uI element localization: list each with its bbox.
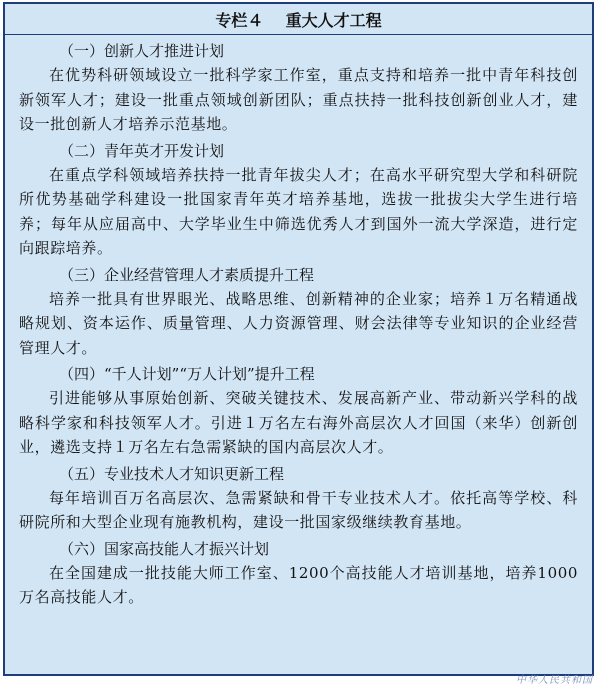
section-5 bbox=[19, 463, 578, 535]
column-header bbox=[5, 4, 592, 35]
section-title: （六）国家高技能人才振兴计划 bbox=[59, 539, 270, 558]
section-title: （二）青年英才开发计划 bbox=[59, 141, 225, 160]
section-title: （四）“千人计划”“万人计划”提升工程 bbox=[59, 365, 315, 383]
watermark: 中华人民共和国 bbox=[516, 675, 593, 686]
section-1 bbox=[19, 40, 578, 137]
section-6 bbox=[19, 538, 578, 610]
column-label: 专栏４ bbox=[215, 10, 264, 30]
section-body: 每年培训百万名高层次、急需紧缺和骨干专业技术人才。依托高等学校、科研院所和大型企业现有施教机构，建设一批国家级继续教育基地。 bbox=[19, 488, 578, 531]
section-4 bbox=[19, 363, 578, 460]
section-body: 在优势科研领域设立一批科学家工作室，重点支持和培养一批中青年科技创新领军人才；建设一批重点领域创新团队；重点扶持一批科技创新创业人才，建设一批创新人才培养示范基地。 bbox=[19, 66, 578, 133]
column-box bbox=[3, 2, 594, 676]
section-title: （三）企业经营管理人才素质提升工程 bbox=[59, 265, 315, 284]
section-title: （五）专业技术人才知识更新工程 bbox=[59, 464, 285, 483]
section-body: 引进能够从事原始创新、突破关键技术、发展高新产业、带动新兴学科的战略科学家和科技领军人才。引进１万名左右海外高层次人才回国（来华）创新创业，遴选支持１万名左右急需紧缺的国内高层次人才。 bbox=[19, 389, 578, 456]
section-body: 在全国建成一批技能大师工作室、1200个高技能人才培训基地，培养1000万名高技能人才。 bbox=[19, 563, 578, 606]
section-body: 培养一批具有世界眼光、战略思维、创新精神的企业家；培养１万名精通战略规划、资本运作、质量管理、人力资源管理、财会法律等专业知识的企业经营管理人才。 bbox=[19, 289, 578, 357]
section-body: 在重点学科领域培养扶持一批青年拔尖人才；在高水平研究型大学和科研院所优势基础学科建设一批国家青年英才培养基地，选拔一批拔尖大学生进行培养；每年从应届高中、大学毕业生中筛选优秀人才到国外一流大学深造，进行定向跟踪培养。 bbox=[19, 165, 578, 257]
section-3 bbox=[19, 264, 578, 361]
section-2 bbox=[19, 140, 578, 261]
section-title: （一）创新人才推进计划 bbox=[59, 42, 225, 60]
column-title: 重大人才工程 bbox=[285, 10, 382, 30]
column-content bbox=[5, 35, 592, 610]
